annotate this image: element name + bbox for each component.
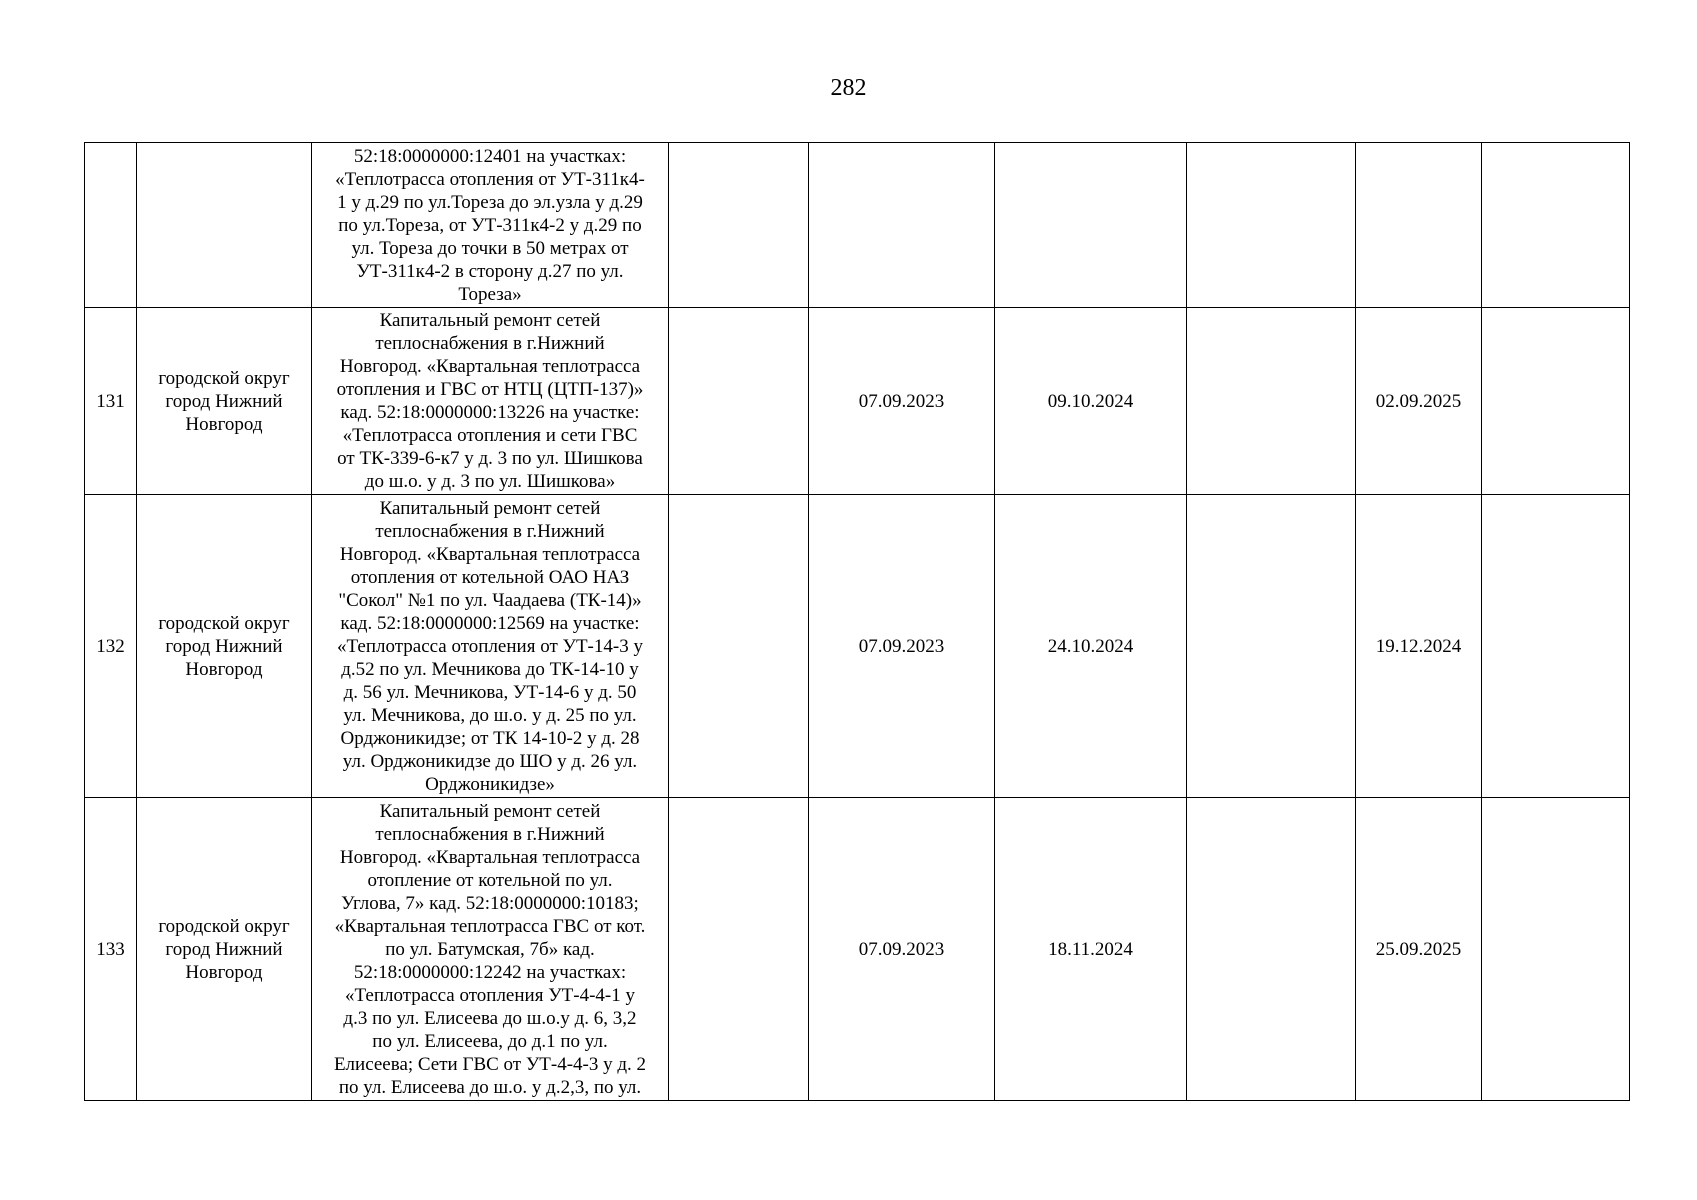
page-number: 282 [830, 75, 867, 101]
cell-number: 133 [85, 798, 137, 1101]
cell-col9 [1482, 798, 1630, 1101]
cell-col4 [669, 495, 809, 798]
cell-date-start: 07.09.2023 [809, 495, 995, 798]
cell-number: 131 [85, 308, 137, 495]
cell-col9 [1482, 143, 1630, 308]
table-row [85, 308, 1630, 495]
cell-number [85, 143, 137, 308]
cell-municipality: городской округ город Нижний Новгород [137, 495, 312, 798]
cell-date-mid [995, 143, 1187, 308]
cell-date-start: 07.09.2023 [809, 798, 995, 1101]
description-text: 52:18:0000000:12401 на участках: «Теплотрасса отопления от УТ-311к4- 1 у д.29 по ул.Тореза до эл.узла у д.29 по ул.Тореза, от УТ-311к4-2 у д.29 по ул. Тореза до точки в 50 метрах от УТ-311к4-2 в сторону д.27 по ул. Тореза» [335, 145, 645, 305]
cell-description: Капитальный ремонт сетей теплоснабжения в г.Нижний Новгород. «Квартальная теплотрасса отопления от котельной ОАО НАЗ "Сокол" №1 по ул. Чаадаева (ТК-14)» кад. 52:18:0000000:12569 на участке: «Теплотрасса отопления от УТ-14-3 у д.52 по ул. Мечникова до ТК-14-10 у д. 56 ул. Мечникова, УТ-14-6 у д. 50 ул. Мечникова, до ш.о. у д. 25 по ул. Орджоникидзе; от ТК 14-10-2 у д. 28 ул. Орджоникидзе до ШО у д. 26 ул. Орджоникидзе» [312, 495, 669, 798]
cell-description [312, 798, 669, 1101]
cell-number: 132 [85, 495, 137, 798]
cell-col7 [1187, 798, 1356, 1101]
cell-description [312, 143, 669, 308]
table-row-continuation [85, 143, 1630, 308]
table-row [85, 495, 1630, 798]
cell-col4 [669, 308, 809, 495]
cell-municipality: городской округ город Нижний Новгород [137, 308, 312, 495]
cell-date-mid: 09.10.2024 [995, 308, 1187, 495]
cell-date-end: 25.09.2025 [1356, 798, 1482, 1101]
cell-col7 [1187, 143, 1356, 308]
cell-date-mid: 24.10.2024 [995, 495, 1187, 798]
cell-municipality: городской округ город Нижний Новгород [137, 798, 312, 1101]
cell-col4 [669, 798, 809, 1101]
cell-municipality [137, 143, 312, 308]
works-table [84, 142, 1630, 1101]
cell-description: Капитальный ремонт сетей теплоснабжения в г.Нижний Новгород. «Квартальная теплотрасса отопления и ГВС от НТЦ (ЦТП-137)» кад. 52:18:0000000:13226 на участке: «Теплотрасса отопления и сети ГВС от ТК-339-6-к7 у д. 3 по ул. Шишкова до ш.о. у д. 3 по ул. Шишкова» [312, 308, 669, 495]
cell-date-end: 19.12.2024 [1356, 495, 1482, 798]
cell-date-mid: 18.11.2024 [995, 798, 1187, 1101]
cell-date-start: 07.09.2023 [809, 308, 995, 495]
cell-col7 [1187, 308, 1356, 495]
cell-date-end: 02.09.2025 [1356, 308, 1482, 495]
cell-date-end [1356, 143, 1482, 308]
description-text: Капитальный ремонт сетей теплоснабжения в г.Нижний Новгород. «Квартальная теплотрасса отопление от котельной по ул. Углова, 7» кад. 52:18:0000000:10183; «Квартальная теплотрасса ГВС от кот. по ул. Батумская, 7б» кад. 52:18:0000000:12242 на участках: «Теплотрасса отопления УТ-4-4-1 у д.3 по ул. Елисеева до ш.о.у д. 6, 3,2 по ул. Елисеева, до д.1 по ул. Елисеева; Сети ГВС от УТ-4-4-3 у д. 2 по ул. Елисеева до ш.о. у д.2,3, по ул. [333, 800, 647, 1098]
cell-date-start [809, 143, 995, 308]
table-row [85, 798, 1630, 1101]
cell-col9 [1482, 495, 1630, 798]
cell-col7 [1187, 495, 1356, 798]
cell-col4 [669, 143, 809, 308]
cell-col9 [1482, 308, 1630, 495]
